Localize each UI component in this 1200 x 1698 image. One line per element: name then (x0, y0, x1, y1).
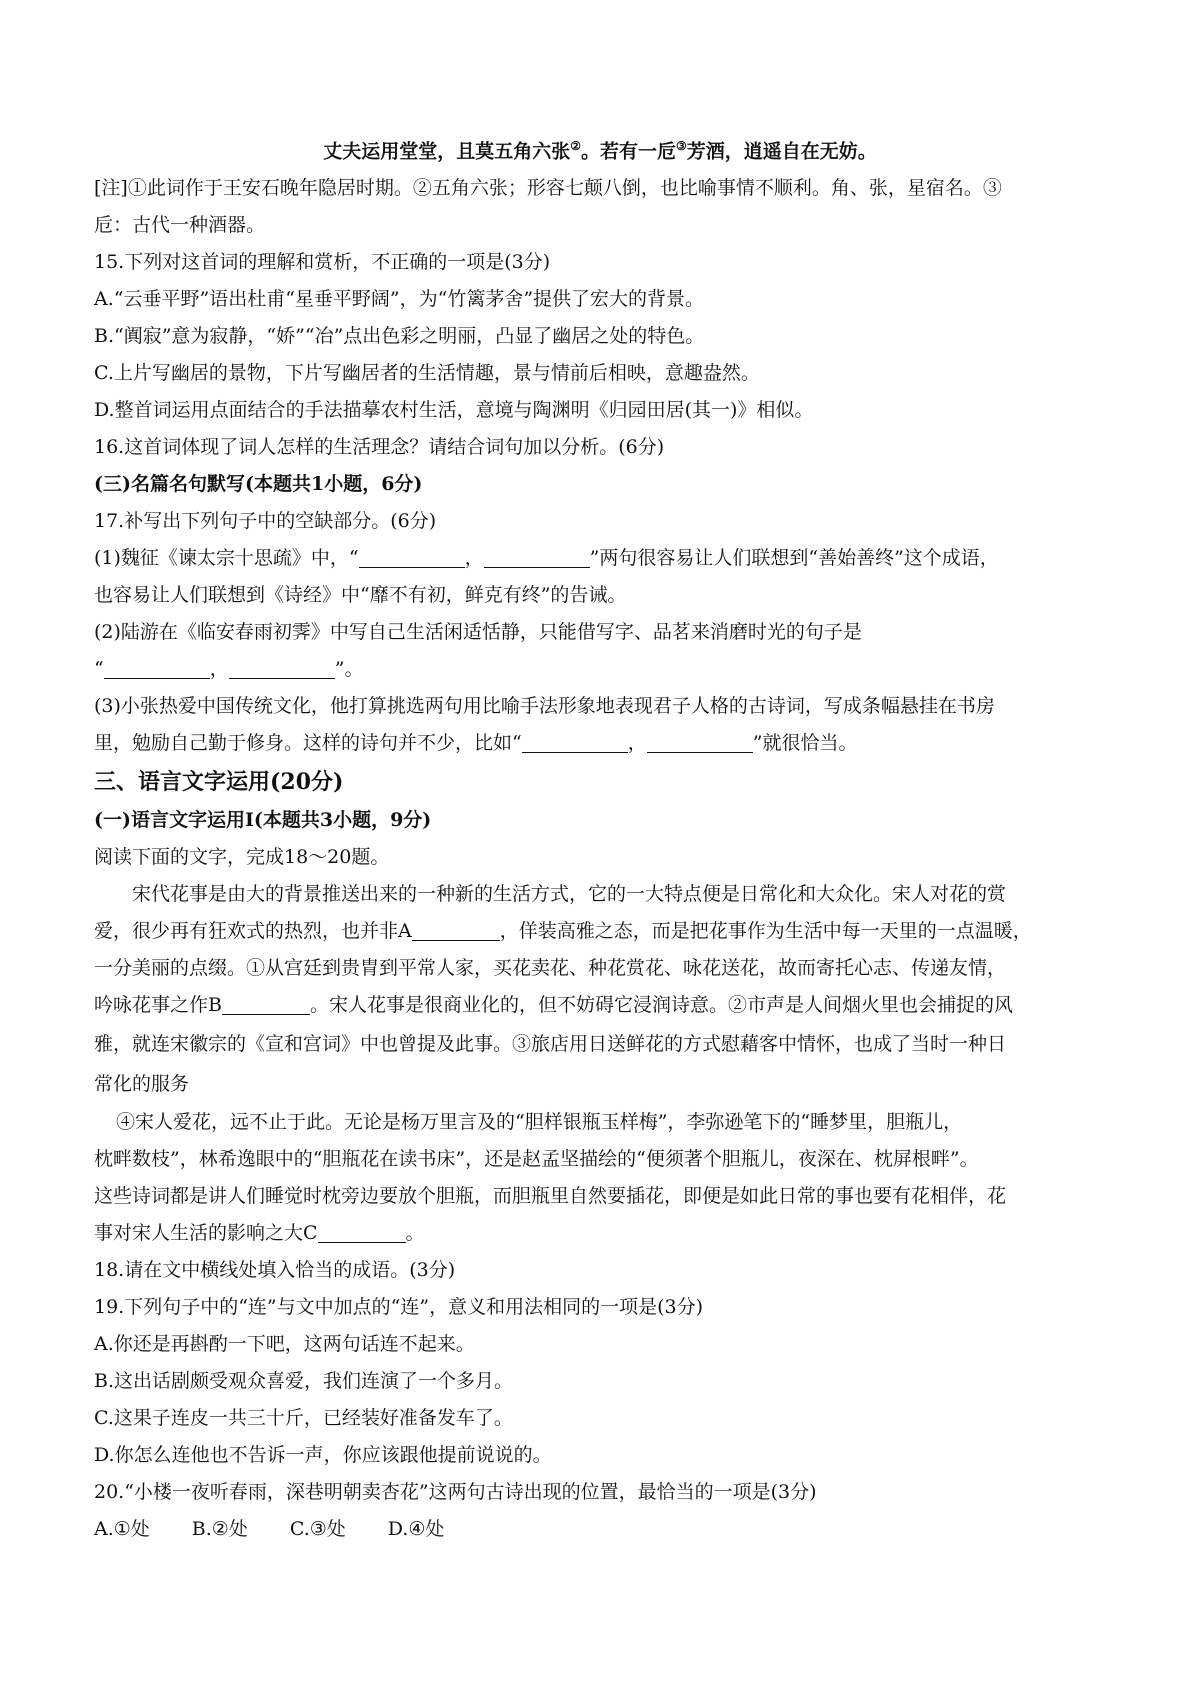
poem-tail-part1: 丈夫运用堂堂，且莫五角六张 (323, 140, 571, 163)
q17-s3-blank-1[interactable] (522, 730, 628, 753)
q19-option-c: C.这果子连皮一共三十斤，已经装好准备发车了。 (94, 1407, 513, 1430)
poem-tail-part2: 。若有一卮 (580, 140, 676, 163)
passage (94, 876, 1106, 1252)
q17-s1-text-a: (1)魏征《谏太宗十思疏》中，“ (94, 547, 359, 570)
passage-p1-line6: 常化的服务 (94, 1073, 190, 1096)
q17-s2-blank-1[interactable] (104, 656, 210, 679)
q20-options (94, 1511, 1106, 1548)
q17-s1-line1 (94, 540, 1106, 577)
q15-stem: 15.下列对这首词的理解和赏析，不正确的一项是(3分) (94, 251, 551, 274)
q17-s3-line1: (3)小张热爱中国传统文化，他打算挑选两句用比喻手法形象地表现君子人格的古诗词，写成条幅悬挂在书房 (94, 695, 995, 718)
passage-p2-line4-b: 。 (405, 1222, 425, 1245)
passage-p1-line2-b: ，佯装高雅之态，而是把花事作为生活中每一天里的一点温暖， (499, 920, 1032, 943)
q19-stem: 19.下列句子中的“连”与文中加点的“连”，意义和用法相同的一项是(3分) (94, 1296, 703, 1319)
passage-p1-line1: 宋代花事是由大的背景推送出来的一种新的生活方式，它的一大特点便是日常化和大众化。宋人对花的赏 (132, 883, 1007, 906)
passage-p1-line2-a: 爱，很少再有狂欢式的热烈，也并非A (94, 920, 412, 943)
q17-s2-text-a: “ (94, 658, 104, 681)
q17-s2-line1: (2)陆游在《临安春雨初霁》中写自己生活闲适恬静，只能借写字、品茗来消磨时光的句子是 (94, 621, 862, 644)
q20-option-c: C.③处 (289, 1518, 346, 1541)
poem-note-mark-2: ② (570, 139, 581, 153)
q17-s3-text-a: 里，勉励自己勤于修身。这样的诗句并不少，比如“ (94, 732, 522, 755)
passage-p2-line1: ④宋人爱花，远不止于此。无论是杨万里言及的“胆样银瓶玉样梅”，李弥逊笔下的“睡梦里，胆瓶儿， (116, 1111, 963, 1134)
note-line-2: 卮：古代一种酒器。 (94, 214, 266, 237)
passage-blank-b[interactable] (222, 992, 310, 1015)
q15-option-b: B.“阗寂”意为寂静，“娇”“冶”点出色彩之明丽，凸显了幽居之处的特色。 (94, 325, 705, 348)
passage-blank-c[interactable] (318, 1220, 406, 1243)
q17-s1-text-b: ， (464, 547, 484, 570)
passage-p2-line4-a: 事对宋人生活的影响之大C (94, 1222, 318, 1245)
q15-option-a: A.“云垂平野”语出杜甫“星垂平野阔”，为“竹篱茅舍”提供了宏大的背景。 (94, 288, 705, 311)
passage-p1-line4-a: 吟咏花事之作B (94, 994, 222, 1017)
passage-blank-a[interactable] (412, 918, 500, 941)
passage-p2-line3: 这些诗词都是讲人们睡觉时枕旁边要放个胆瓶，而胆瓶里自然要插花，即便是如此日常的事也要有花相伴，花 (94, 1185, 1007, 1208)
passage-p1-line3: 一分美丽的点缀。①从宫廷到贵胄到平常人家，买花卖花、种花赏花、咏花送花，故而寄托心志、传递友情， (94, 957, 1007, 980)
q16-stem: 16.这首词体现了词人怎样的生活理念？请结合词句加以分析。(6分) (94, 436, 665, 459)
q17-s3-blank-2[interactable] (647, 730, 753, 753)
q18-stem: 18.请在文中横线处填入恰当的成语。(3分) (94, 1259, 456, 1282)
q19-option-b: B.这出话剧颇受观众喜爱，我们连演了一个多月。 (94, 1370, 514, 1393)
poem-note-mark-3: ③ (676, 139, 687, 153)
q19-option-a: A.你还是再斟酌一下吧，这两句话连不起来。 (94, 1333, 475, 1356)
q15-option-d: D.整首词运用点面结合的手法描摹农村生活，意境与陶渊明《归园田居(其一)》相似。 (94, 399, 814, 422)
q15-option-c: C.上片写幽居的景物，下片写幽居者的生活情趣，景与情前后相映，意趣盎然。 (94, 362, 760, 385)
section-3-1-heading: (一)语言文字运用Ⅰ(本题共3小题，9分) (94, 809, 432, 832)
passage-p2-line4 (94, 1215, 1106, 1252)
q17-s2-text-b: ， (209, 658, 229, 681)
passage-p1-line5-b: 宋徽宗的《宣和宫词》中也曾提及此事。③旅店用日送鲜花的方式慰藉客中情怀，也成了当时一种日 (170, 1033, 1007, 1056)
q17-s2-text-c: ”。 (334, 658, 364, 681)
passage-p1-line2 (94, 913, 1106, 950)
poem-tail-part3: 芳酒，逍遥自在无妨。 (686, 140, 877, 163)
q17-s1-text-c: ”两句很容易让人们联想到“善始善终”这个成语， (589, 547, 999, 570)
q17-s2-line2 (94, 651, 1106, 688)
passage-p1-line5-a: 雅，就 (94, 1033, 152, 1056)
q17-s1-blank-2[interactable] (484, 545, 590, 568)
dotted-char-lian: 连 (151, 1033, 171, 1056)
reading-instruction: 阅读下面的文字，完成18～20题。 (94, 846, 390, 869)
q17-s1-line2: 也容易让人们联想到《诗经》中“靡不有初，鲜克有终”的告诫。 (94, 584, 627, 607)
q17-s2-blank-2[interactable] (229, 656, 335, 679)
passage-p1-line5 (94, 1024, 1106, 1064)
section-famous-heading: (三)名篇名句默写(本题共1小题，6分) (94, 473, 423, 496)
q17-s3-text-c: ”就很恰当。 (752, 732, 858, 755)
q20-option-b: B.②处 (191, 1518, 248, 1541)
q20-option-d: D.④处 (387, 1518, 445, 1541)
passage-p2-line2: 枕畔数枝”，林希逸眼中的“胆瓶花在读书床”，还是赵孟坚描绘的“便须著个胆瓶儿，夜深在、枕屏根畔”。 (94, 1148, 979, 1171)
q20-option-a: A.①处 (94, 1518, 150, 1541)
q17-s1-blank-1[interactable] (359, 545, 465, 568)
q17-stem: 17.补写出下列句子中的空缺部分。(6分) (94, 510, 437, 533)
section-3-heading: 三、语言文字运用(20分) (94, 769, 344, 796)
passage-p1-line4 (94, 987, 1106, 1024)
q20-stem: 20.“小楼一夜听春雨，深巷明朝卖杏花”这两句古诗出现的位置，最恰当的一项是(3分) (94, 1481, 817, 1504)
note-line-1: [注]①此词作于王安石晚年隐居时期。②五角六张；形容七颠八倒，也比喻事情不顺利。角、张，星宿名。③ (94, 177, 1002, 200)
q19-option-d: D.你怎么连他也不告诉一声，你应该跟他提前说说的。 (94, 1444, 552, 1467)
passage-p1-line4-b: 。宋人花事是很商业化的，但不妨碍它浸润诗意。②市声是人间烟火里也会捕捉的风 (309, 994, 1013, 1017)
poem-tail-line (94, 128, 1106, 170)
q17-s3-line2 (94, 725, 1106, 762)
q17-s3-text-b: ， (627, 732, 647, 755)
